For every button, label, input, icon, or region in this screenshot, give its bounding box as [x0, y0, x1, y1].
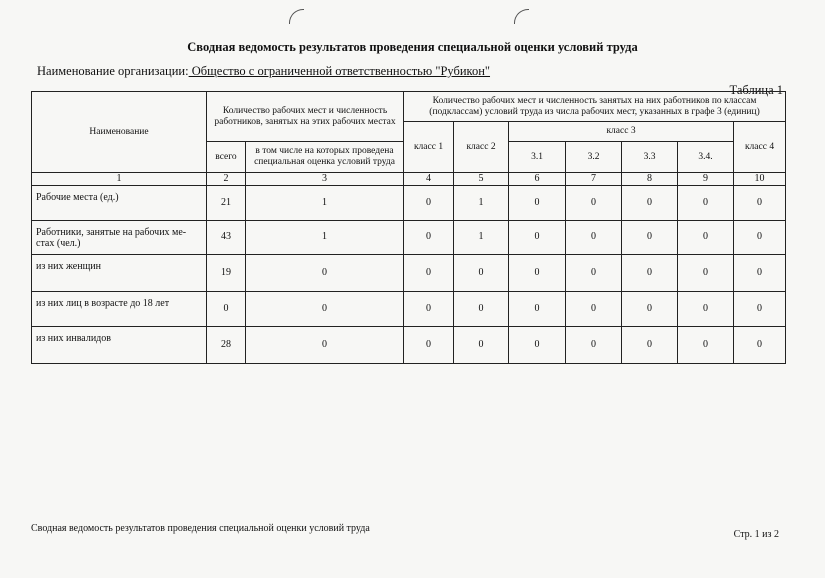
cell-value: 0	[566, 220, 622, 254]
column-number: 2	[207, 173, 246, 186]
cell-value: 0	[454, 326, 509, 363]
summary-table	[31, 91, 786, 364]
cell-value: 0	[678, 326, 734, 363]
header-class-3-4: 3.4.	[678, 142, 734, 173]
header-name: Наименование	[32, 92, 207, 173]
cell-value: 0	[454, 291, 509, 326]
column-number: 4	[404, 173, 454, 186]
cell-value: 0	[404, 291, 454, 326]
cell-value: 0	[509, 291, 566, 326]
cell-value: 0	[246, 254, 404, 291]
cell-value: 0	[678, 291, 734, 326]
table-row	[32, 185, 786, 220]
cell-value: 1	[454, 185, 509, 220]
cell-value: 0	[734, 326, 786, 363]
cell-value: 0	[566, 326, 622, 363]
cell-value: 0	[566, 185, 622, 220]
header-class-3: класс 3	[509, 122, 734, 142]
cell-value: 0	[734, 291, 786, 326]
footer-text: Сводная ведомость результатов проведения специальной оценки условий труда	[31, 523, 370, 534]
cell-value: 1	[246, 220, 404, 254]
document-title: Сводная ведомость результатов проведения специальной оценки условий труда	[187, 40, 638, 54]
cell-value: 0	[622, 326, 678, 363]
cell-value: 0	[246, 291, 404, 326]
cell-value: 0	[566, 254, 622, 291]
row-label: Рабочие места (ед.)	[32, 185, 207, 220]
cell-value: 0	[404, 254, 454, 291]
row-label: из них женщин	[32, 254, 207, 291]
punch-mark-right	[514, 9, 529, 24]
cell-value: 0	[678, 254, 734, 291]
table-number: Таблица 1	[729, 83, 783, 97]
column-number: 6	[509, 173, 566, 186]
cell-value: 1	[246, 185, 404, 220]
table-row	[32, 220, 786, 254]
cell-value: 21	[207, 185, 246, 220]
cell-value: 0	[454, 254, 509, 291]
cell-value: 0	[404, 326, 454, 363]
row-label: из них лиц в возрасте до 18 лет	[32, 291, 207, 326]
cell-value: 0	[404, 185, 454, 220]
cell-value: 0	[404, 220, 454, 254]
header-class-2: класс 2	[454, 122, 509, 173]
table-row	[32, 291, 786, 326]
cell-value: 0	[509, 185, 566, 220]
cell-value: 0	[678, 220, 734, 254]
cell-value: 0	[622, 254, 678, 291]
cell-value: 28	[207, 326, 246, 363]
column-number: 8	[622, 173, 678, 186]
row-label: Работники, занятые на рабочих ме-стах (чел.)	[32, 220, 207, 254]
cell-value: 0	[207, 291, 246, 326]
column-number: 9	[678, 173, 734, 186]
cell-value: 0	[509, 254, 566, 291]
header-class-3-3: 3.3	[622, 142, 678, 173]
cell-value: 19	[207, 254, 246, 291]
column-number: 1	[32, 173, 207, 186]
page-number: Стр. 1 из 2	[733, 529, 779, 540]
cell-value: 1	[454, 220, 509, 254]
cell-value: 0	[566, 291, 622, 326]
header-total: всего	[207, 142, 246, 173]
header-class-3-1: 3.1	[509, 142, 566, 173]
row-label: из них инвалидов	[32, 326, 207, 363]
header-class-3-2: 3.2	[566, 142, 622, 173]
header-class-1: класс 1	[404, 122, 454, 173]
cell-value: 0	[622, 291, 678, 326]
cell-value: 0	[734, 220, 786, 254]
cell-value: 0	[734, 185, 786, 220]
cell-value: 0	[622, 220, 678, 254]
cell-value: 0	[622, 185, 678, 220]
cell-value: 0	[509, 326, 566, 363]
column-number: 5	[454, 173, 509, 186]
table-row	[32, 326, 786, 363]
punch-mark-left	[289, 9, 304, 24]
cell-value: 0	[246, 326, 404, 363]
cell-value: 0	[509, 220, 566, 254]
column-number: 7	[566, 173, 622, 186]
header-workplaces-group: Количество рабочих мест и численность работников, занятых на этих рабочих местах	[207, 92, 404, 142]
table-row	[32, 254, 786, 291]
cell-value: 0	[734, 254, 786, 291]
header-classes-group: Количество рабочих мест и численность занятых на них работников по классам (подклассам) условий труда из числа рабочих мест, указанных в графе 3 (единиц)	[404, 92, 786, 122]
column-number: 3	[246, 173, 404, 186]
organization-label: Наименование организации:	[37, 64, 189, 78]
column-number: 10	[734, 173, 786, 186]
organization-name: Общество с ограниченной ответственностью "Рубикон"	[188, 64, 491, 78]
organization-line	[37, 64, 490, 79]
header-class-4: класс 4	[734, 122, 786, 173]
header-assessed: в том числе на которых проведена специальная оценка условий труда	[246, 142, 404, 173]
cell-value: 0	[678, 185, 734, 220]
cell-value: 43	[207, 220, 246, 254]
